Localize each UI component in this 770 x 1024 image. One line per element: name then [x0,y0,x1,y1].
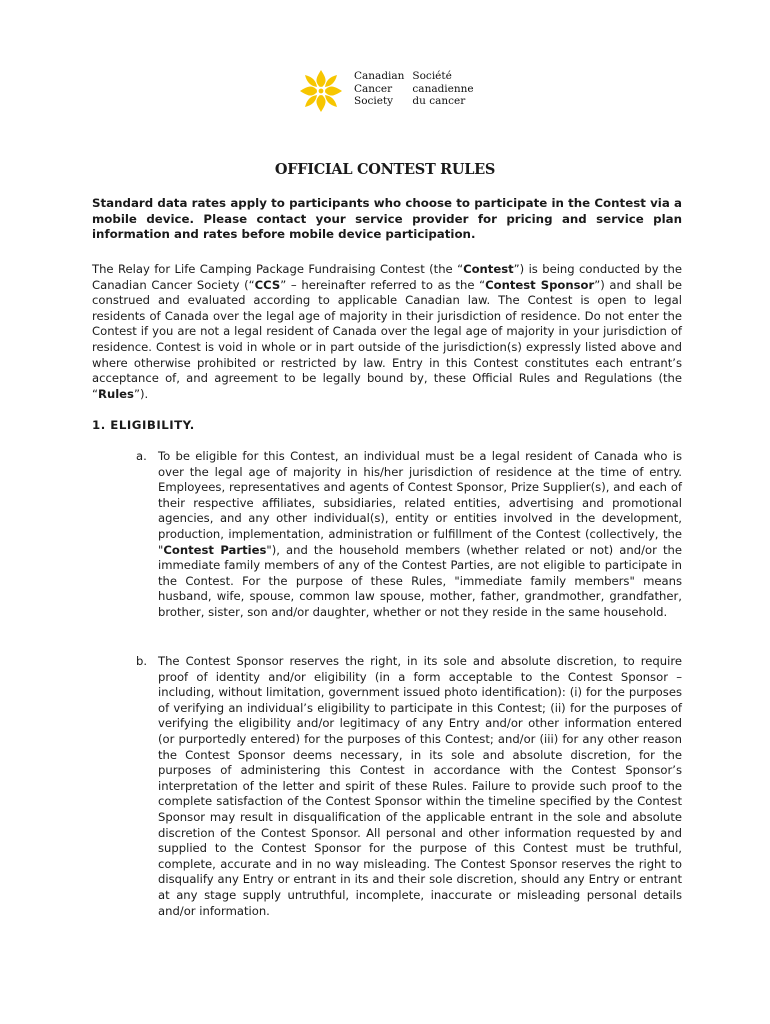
logo-en-line: Society [354,95,394,107]
term-contest-sponsor: Contest Sponsor [485,277,595,292]
term-rules: Rules [98,386,134,401]
logo-en-line: Cancer [354,82,393,95]
list-marker: b. [136,654,148,668]
intro-text: ”). [133,386,149,401]
ccs-logo [298,68,478,116]
intro-paragraph [92,262,682,402]
section-heading-eligibility: 1. ELIGIBILITY. [92,418,195,432]
intro-text: ”) is being conducted by the Canadian Cancer Society (“ [92,262,682,292]
logo-wordmark [354,70,482,108]
logo-fr-line: Société [412,70,452,82]
logo-english [354,70,404,108]
item-text: To be eligible for this Contest, an individual must be a legal resident of Canada who is over the legal age of majority in his/her jurisdiction of residence at the time of entry. Employees, representatives and agents of Contest Sponsor, Prize Supplier(s), and each of their respective affiliates, subsidiaries, related entities, advertising and promotional agencies, and any other individual(s), entity or entities involved in the development, production, implementation, administration or fulfillment of the Contest (collectively, the " [158,449,682,557]
intro-text: ”) and shall be construed and evaluated according to applicable Canadian law. The Contest is open to legal residents of Canada over the legal age of majority in their jurisdiction of residence. Do not enter the Contest if you are not a legal resident of Canada over the legal age of majority in your jurisdiction of residence. Contest is void in whole or in part outside of the jurisdiction(s) expressly listed above and where otherwise prohibited or restricted by law. Entry in this Contest constitutes each entrant’s acceptance of, and agreement to be legally bound by, these Official Rules and Regulations (the “ [92,277,682,401]
logo-fr-line: canadienne [412,82,474,95]
list-item-text: The Contest Sponsor reserves the right, in its sole and absolute discretion, to require proof of identity and/or eligibility (in a form acceptable to the Contest Sponsor – including, without limitation, government issued photo identification): (i) for the purposes of verifying an individual’s eligibility to participate in this Contest; (ii) for the purposes of verifying the eligibility and/or legitimacy of any Entry and/or other information entered (or purportedly entered) for the purposes of this Contest; and/or (iii) for any other reason the Contest Sponsor deems necessary, in its sole and absolute discretion, for the purposes of administering this Contest in accordance with the Contest Sponsor’s interpretation of the letter and spirit of these Rules. Failure to provide such proof to the complete satisfaction of the Contest Sponsor within the timeline specified by the Contest Sponsor may result in disqualification of the applicable entrant in the sole and absolute discretion of the Contest Sponsor. All personal and other information requested by and supplied to the Contest Sponsor for the purpose of this Contest must be truthful, complete, accurate and in no way misleading. The Contest Sponsor reserves the right to disqualify any Entry or entrant in its and their sole discretion, should any Entry or entrant at any stage supply untruthful, incomplete, inaccurate or misleading personal details and/or information. [158,654,682,918]
logo-french [412,70,473,108]
term-contest: Contest [463,262,514,276]
daffodil-logo-icon [298,68,344,114]
item-text: "), and the household members (whether related or not) and/or the immediate family members of any of the Contest Parties, are not eligible to participate in the Contest. For the purpose of these Rules, "immediate family members" means husband, wife, spouse, common law spouse, mother, father, grandmother, grandfather, brother, sister, son and/or daughter, whether or not they reside in the same household. [158,542,682,619]
mobile-rates-notice: Standard data rates apply to participants who choose to participate in the Contest via a mobile device. Please contact your service provider for pricing and service plan information and rates before mobile device participation. [92,196,682,242]
logo-en-line: Canadian [354,70,405,82]
intro-text: The Relay for Life Camping Package Fundraising Contest (the “ [92,262,464,276]
intro-text: ” – hereinafter referred to as the “ [280,277,486,292]
list-item-text [158,449,682,621]
term-ccs: CCS [254,277,281,292]
term-contest-parties: Contest Parties [163,542,267,557]
page-title: OFFICIAL CONTEST RULES [274,161,496,178]
logo-fr-line: du cancer [412,95,466,107]
list-marker: a. [136,449,147,463]
